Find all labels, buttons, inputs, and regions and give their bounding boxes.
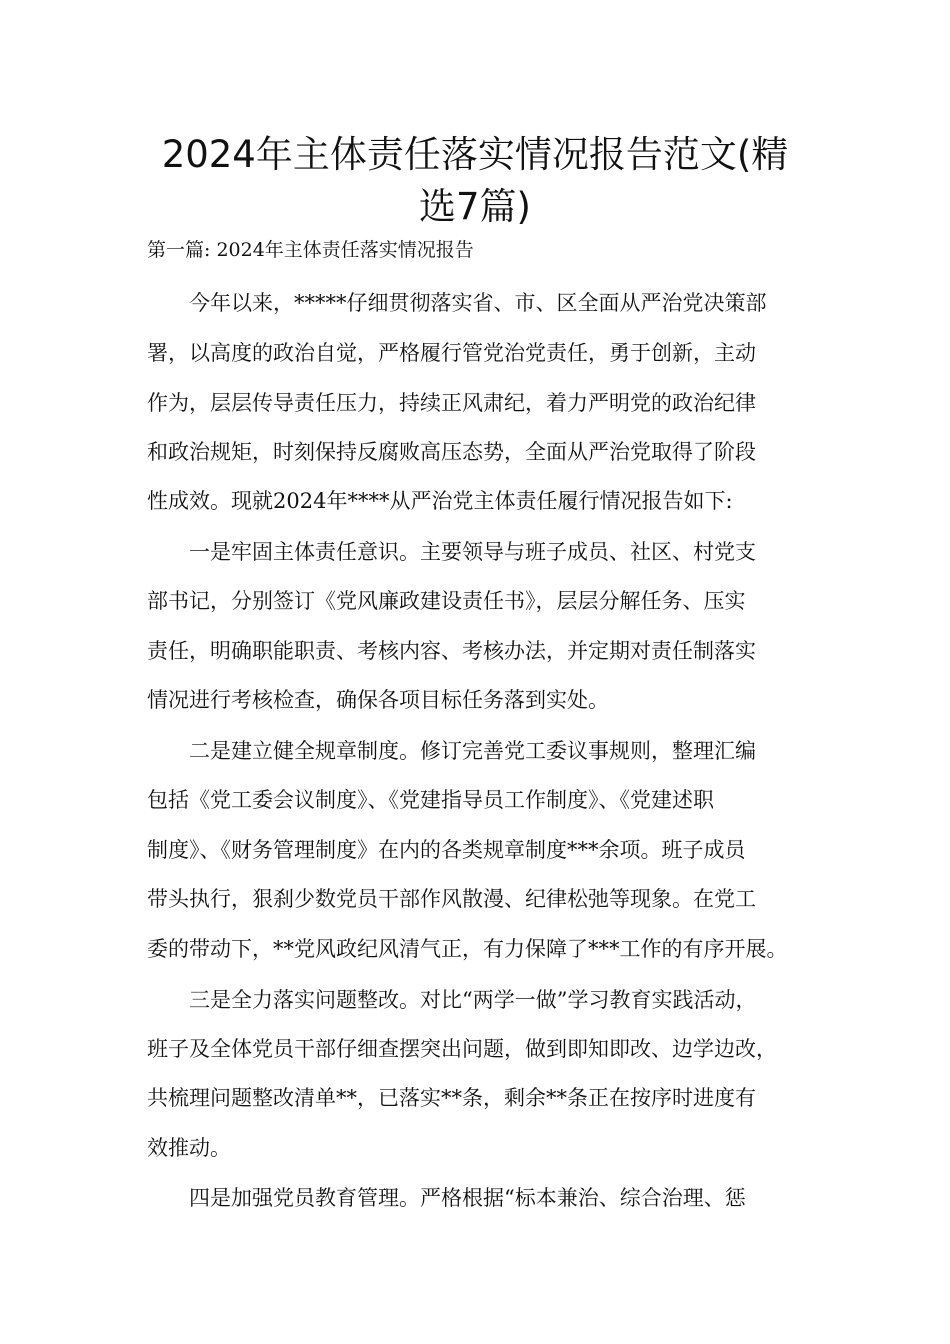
paragraph-line: 作为，层层传导责任压力，持续正风肃纪，着力严明党的政治纪律 bbox=[147, 391, 756, 415]
paragraph-line: 共梳理问题整改清单**，已落实**条，剩余**条正在按序时进度有 bbox=[147, 1086, 756, 1110]
paragraph-line: 委的带动下，**党风政纪风清气正，有力保障了***工作的有序开展。 bbox=[147, 937, 788, 961]
paragraph-line: 四是加强党员教育管理。严格根据“标本兼治、综合治理、惩 bbox=[189, 1186, 746, 1210]
paragraph-line: 今年以来，*****仔细贯彻落实省、市、区全面从严治党决策部 bbox=[189, 291, 767, 315]
paragraph-line: 责任，明确职能职责、考核内容、考核办法，并定期对责任制落实 bbox=[147, 639, 756, 663]
section-heading: 第一篇: 2024年主体责任落实情况报告 bbox=[147, 239, 474, 261]
paragraph-line: 情况进行考核检查，确保各项目标任务落到实处。 bbox=[147, 688, 609, 712]
document-title-line-1: 2024年主体责任落实情况报告范文(精 bbox=[161, 133, 789, 176]
paragraph-line: 一是牢固主体责任意识。主要领导与班子成员、社区、村党支 bbox=[189, 540, 756, 564]
paragraph-line: 制度》、《财务管理制度》在内的各类规章制度***余项。班子成员 bbox=[147, 838, 746, 862]
paragraph-line: 带头执行，狠刹少数党员干部作风散漫、纪律松弛等现象。在党工 bbox=[147, 887, 756, 911]
paragraph-line: 部书记，分别签订《党风廉政建设责任书》，层层分解任务、压实 bbox=[147, 589, 746, 613]
paragraph-line: 效推动。 bbox=[147, 1136, 231, 1160]
paragraph-line: 包括《党工委会议制度》、《党建指导员工作制度》、《党建述职 bbox=[147, 788, 714, 812]
document-body bbox=[147, 0, 837, 1344]
paragraph-line: 二是建立健全规章制度。修订完善党工委议事规则，整理汇编 bbox=[189, 739, 756, 763]
paragraph-line: 和政治规矩，时刻保持反腐败高压态势，全面从严治党取得了阶段 bbox=[147, 440, 756, 464]
paragraph-line: 班子及全体党员干部仔细查摆突出问题，做到即知即改、边学边改， bbox=[147, 1037, 777, 1061]
paragraph-line: 三是全力落实问题整改。对比“两学一做”学习教育实践活动， bbox=[189, 988, 757, 1012]
paragraph-line: 性成效。现就2024年****从严治党主体责任履行情况报告如下: bbox=[147, 489, 733, 513]
document-title-line-2: 选7篇) bbox=[419, 185, 531, 228]
paragraph-line: 署，以高度的政治自觉，严格履行管党治党责任，勇于创新，主动 bbox=[147, 341, 756, 365]
